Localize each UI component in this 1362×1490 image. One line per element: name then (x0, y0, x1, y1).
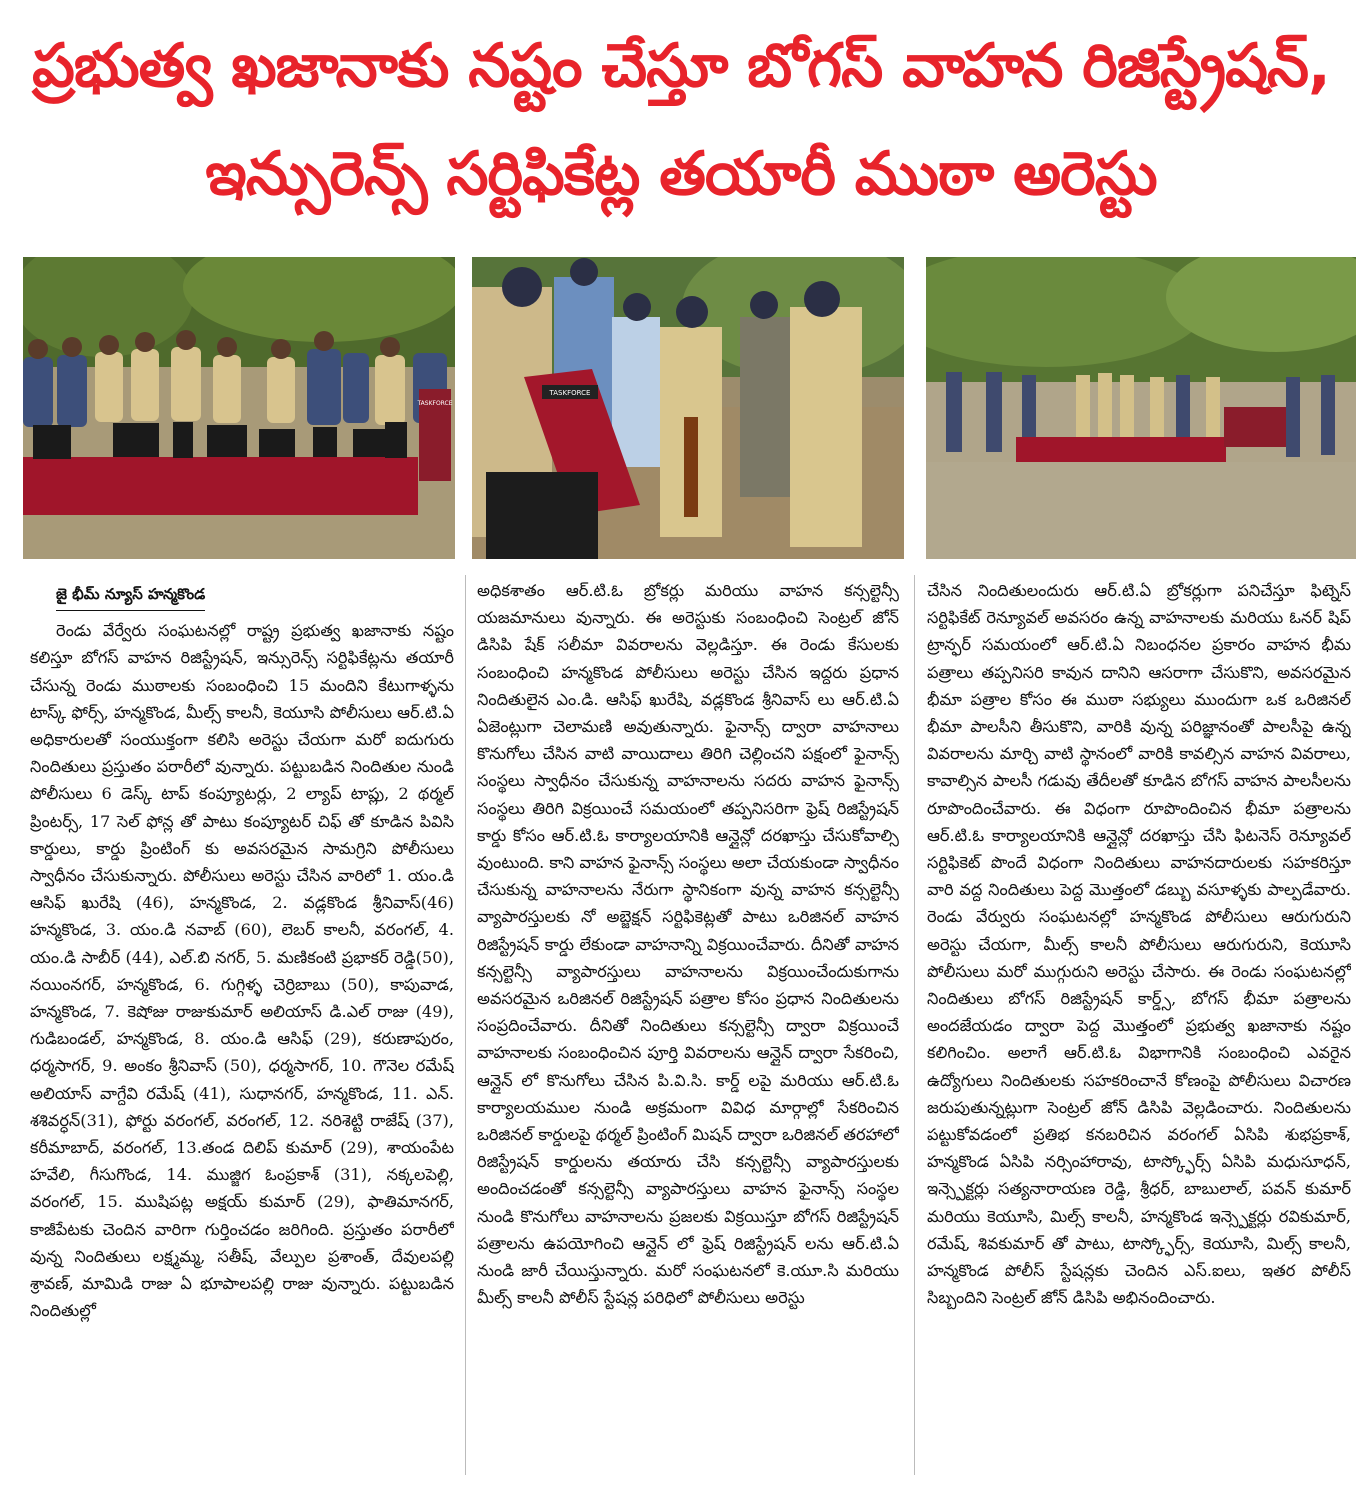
headline-line-2: ఇన్సురెన్స్ సర్టిఫికేట్ల తయారీ ముఠా అరెస్టు (205, 139, 1157, 209)
photo-left-board-label: TASKFORCE (417, 400, 453, 407)
column-divider (465, 575, 466, 1475)
photo-right-group (926, 257, 1356, 559)
article-col2-text: అధికశాతం ఆర్.టి.ఓ బ్రోకర్లు మరియు వాహన కన్సల్టెన్సీ యజమానులు వున్నారు. ఈ అరెస్టుకు సంబంధించి సెంట్రల్ జోన్ డిసిపి షేక్ సలీమా వివరాలను వెల్లడిస్తూ. ఈ రెండు కేసులకు సంబంధించి హన్మకొండ పోలీసులు అరెస్టు చేసిన ఇద్దరు ప్రధాన నిందితులైన ఎం.డి. ఆసిఫ్ ఖురేషి, వడ్లకొండ శ్రీనివాస్ లు ఆర్.టి.ఏ ఏజెంట్లుగా చెలామణి అవుతున్నారు. ఫైనాన్స్ ద్వారా వాహనాలు కొనుగోలు చేసిన వాటి వాయిదాలు తిరిగి చెల్లించని పక్షంలో ఫైనాన్స్ సంస్థలు స్వాధీనం చేసుకున్న వాహనాలను సదరు వాహన ఫైనాన్స్ సంస్థలు తిరిగి విక్రయించే సమయంలో తప్పనిసరిగా ఫ్రెష్ రిజిస్ట్రేషన్ కార్డు కోసం ఆర్.టి.ఓ కార్యాలయానికి ఆన్లైన్లో దరఖాస్తు చేసుకోవాల్సి వుంటుంది. కాని వాహన ఫైనాన్స్ సంస్థలు అలా చేయకుండా స్వాధీనం చేసుకున్న వాహనాలను నేరుగా స్థానికంగా వున్న వాహన కన్సల్టెన్సీ వ్యాపారస్తులకు నో అబ్జెక్షన్ సర్టిఫికెట్లతో పాటు ఒరిజినల్ వాహన రిజిస్ట్రేషన్ కార్డు లేకుండా వాహనాన్ని విక్రయించేవారు. దీనితో వాహన కన్సల్టెన్సీ వ్యాపారస్తులు వాహనాలను విక్రయించేందుకుగాను అవసరమైన ఒరిజినల్ రిజిస్ట్రేషన్ పత్రాల కోసం ప్రధాన నిందితులను సంప్రదించేవారు. దీనితో నిందితులు కన్సల్టెన్సీ ద్వారా విక్రయించే వాహనాలకు సంబంధించిన పూర్తి వివరాలను ఆన్లైన్ ద్వారా సేకరించి, ఆన్లైన్ లో కొనుగోలు చేసిన పి.వి.సి. కార్డ్ లపై మరియు ఆర్.టి.ఓ కార్యాలయముల నుండి అక్రమంగా వివిధ మార్గాల్లో సేకరించిన ఒరిజినల్ కార్డులపై థర్మల్ ప్రింటింగ్ మిషన్ ద్వారా ఒరిజినల్ తరహాలో రిజిస్ట్రేషన్ కార్డులను తయారు చేసి కన్సల్టెన్సీ వ్యాపారస్తులకు అందించడంతో కన్సల్టెన్సీ వ్యాపారస్తులు వాహన ఫైనాన్స్ సంస్థల నుండి కొనుగోలు వాహనాలను ప్రజలకు విక్రయిస్తూ బోగస్ రిజిస్ట్రేషన్ పత్రాలను ఉపయోగించి ఆన్లైన్ లో ఫ్రెష్ రిజిస్ట్రేషన్ లను ఆర్.టి.ఏ నుండి జారీ చేయిస్తున్నారు. మరో సంఘటనలో కె.యూ.సి మరియు మీల్స్ కాలనీ పోలీస్ స్టేషన్ల పరిధిలో పోలీసులు అరెస్టు (477, 581, 899, 1308)
article-col3-text: చేసిన నిందితులందురు ఆర్.టి.ఏ బ్రోకర్లుగా పనిచేస్తూ ఫిట్నెస్ సర్టిఫికేట్ రెన్యూవల్ అవసరం ఉన్న వాహనాలకు మరియు ఓనర్ షిప్ ట్రాన్ఫర్ సమయంలో ఆర్.టి.ఏ నిబంధనల ప్రకారం వాహన భీమ పత్రాలు తప్పనిసరి కావున దానిని ఆసరాగా చేసుకొని, అవసరమైన భీమా పత్రాల కోసం ఈ ముఠా సభ్యులు ముందుగా ఒక ఒరిజినల్ భీమా పాలసీని తీసుకొని, వారికి వున్న పరిజ్ఞానంతో పాలసీపై ఉన్న వివరాలను మార్చి వాటి స్థానంలో వారికి కావల్సిన వాహన వివరాలు, కావాల్సిన పాలసీ గడువు తేదీలతో కూడిన బోగస్ వాహన పాలసీలను రూపొందించేవారు. ఈ విధంగా రూపొందించిన భీమా పత్రాలను ఆర్.టి.ఓ కార్యాలయానికి ఆన్లైన్లో దరఖాస్తు చేసి ఫిటనెస్ రెన్యూవల్ సర్టిఫికెట్ పొందే విధంగా నిందితులు వాహనదారులకు సహకరిస్తూ వారి వద్ద నిందితులు పెద్ద మొత్తంలో డబ్బు వసూళ్ళకు పాల్పడేవారు. రెండు వేర్వురు సంఘటనల్లో హన్మకొండ పోలీసులు ఆరుగురుని అరెస్టు చేయగా, మీల్స్ కాలనీ పోలీసులు ఆరుగురుని, కెయూసి పోలీసులు మరో ముగ్గురుని అరెస్టు చేసారు. ఈ రెండు సంఘటనల్లో నిందితులు బోగస్ రిజిస్ట్రేషన్ కార్డ్స్, బోగస్ భీమా పత్రాలను అందజేయడం ద్వారా పెద్ద మొత్తంలో ప్రభుత్వ ఖజానాకు నష్టం కలిగించిం. అలాగే ఆర్.టి.ఓ విభాగానికి సంబంధించి ఎవరైన ఉద్యోగులు నిందితులకు సహకరించానే కోణంపై పోలీసులు విచారణ జరుపుతున్నట్లుగా సెంట్రల్ జోన్ డిసిపి వెల్లడించారు. నిందితులను పట్టుకోవడంలో ప్రతిభ కనబరిచిన వరంగల్ ఏసిపి శుభప్రకాశ్, హన్మకొండ ఏసిపి నర్సింహారావు, టాస్క్ఫోర్స్ ఏసిపి మధుసూధన్, ఇన్స్పెక్టర్లు సత్యనారాయణ రెడ్డి, శ్రీధర్, బాబులాల్, పవన్ కుమార్ మరియు కెయూసి, మిల్స్ కాలనీ, హన్మకొండ ఇన్స్పెక్టర్లు రవికుమార్, రమేష్, శివకుమార్ తో పాటు, టాస్క్ఫోర్స్, కెయూసి, మిల్స్ కాలనీ, హన్మకొండ పోలీస్ స్టేషన్లకు చెందిన ఎస్.ఐలు, ఇతర పోలీస్ సిబ్బందిని సెంట్రల్ జోన్ డిసిపి అభినందించారు. (927, 581, 1351, 1308)
article-column-3 (927, 577, 1351, 1472)
article-column-1 (30, 580, 454, 1475)
photo-center-board-label: TASKFORCE (549, 389, 591, 397)
article-byline: జై భీమ్ న్యూస్ హన్మకొండ (56, 581, 205, 611)
article-column-2 (477, 577, 899, 1472)
headline-line-1: ప్రభుత్వ ఖజానాకు నష్టం చేస్తూ బోగస్ వాహన రిజిస్ట్రేషన్, (32, 31, 1330, 101)
column-divider (914, 575, 915, 1475)
article-col1-text: రెండు వేర్వేరు సంఘటనల్లో రాష్ట్ర ప్రభుత్వ ఖజానాకు నష్టం కలిస్తూ బోగస్ వాహన రిజిస్ట్రేషన్, ఇన్సురెన్స్ సర్టిఫికేట్లను తయారీ చేసున్న రెండు ముఠాలకు సంబంధించి 15 మందిని కేటుగాళ్ళను టాస్క్ ఫోర్స్, హన్మకొండ, మీల్స్ కాలనీ, కెయూసి పోలీసులు ఆర్.టి.ఏ అధికారులతో సంయుక్తంగా కలిసి అరెస్టు చేయగా మరో ఐదుగురు నిందితులు ప్రస్తుతం పరారీలో వున్నారు. పట్టుబడిన నిందితుల నుండి పోలీసులు 6 డెస్క్ టాప్ కంప్యూటర్లు, 2 ల్యాప్ టాప్లు, 2 థర్మల్ ప్రింటర్స్, 17 సెల్ ఫోన్ల తో పాటు కంప్యూటర్ చిఫ్ తో కూడిన పివిసి కార్డులు, కార్డు ప్రింటింగ్ కు అవసరమైన సామగ్రిని పోలీసులు స్వాధీనం చేసుకున్నారు. పోలీసులు అరెస్టు చేసిన వారిలో 1. యం.డి ఆసిఫ్ ఖురేషి (46), హన్మకొండ, 2. వడ్లకొండ శ్రీనివాస్(46) హన్మకొండ, 3. యం.డి నవాబ్ (60), లెబర్ కాలనీ, వరంగల్, 4. యం.డి సాబీర్ (44), ఎల్.బి నగర్, 5. మణికంటి ప్రభాకర్ రెడ్డి(50), నయింనగర్, హన్మకొండ, 6. గుగ్గిళ్ళ చెర్రిబాబు (50), కాపువాడ, హన్మకొండ, 7. కెషోజు రాజుకుమార్ అలియాస్ డి.ఎల్ రాజు (49), గుడిబండల్, హన్మకొండ, 8. యం.డి ఆసిఫ్ (29), కరుణాపురం, ధర్మసాగర్, 9. అంకం శ్రీనివాస్ (50), ధర్మసాగర్, 10. గౌనెల రమేష్ అలియాస్ వాగ్దేవి రమేష్ (41), సుధానగర్, హన్మకొండ, 11. ఎన్. శశివర్ధన్(31), ఫోర్టు వరంగల్, వరంగల్, 12. నరిశెట్టి రాజేష్ (37), కరీమాబాద్, వరంగల్, 13.తండ దిలిప్ కుమార్ (29), శాయంపేట హవేలి, గీసుగొండ, 14. ముజ్జిగ ఓంప్రకాశ్ (31), నక్కలపెల్లి, వరంగల్, 15. ముషిపట్ల అక్షయ్ కుమార్ (29), ఫాతిమానగర్, కాజీపేటకు చెందిన వారిగా గుర్తించడం జరిగింది. ప్రస్తుతం పరారీలో వున్న నిందితులు లక్ష్మమ్మ, సతీష్, వేల్పుల ప్రశాంత్, దేవులపల్లి శ్రావణ్, మామిడి రాజు ఏ భూపాలపల్లి రాజు వున్నారు. పట్టుబడిన నిందితుల్లో (30, 621, 454, 1321)
photo-left-press-meet (23, 257, 455, 559)
photo-center-inspection (472, 257, 904, 559)
